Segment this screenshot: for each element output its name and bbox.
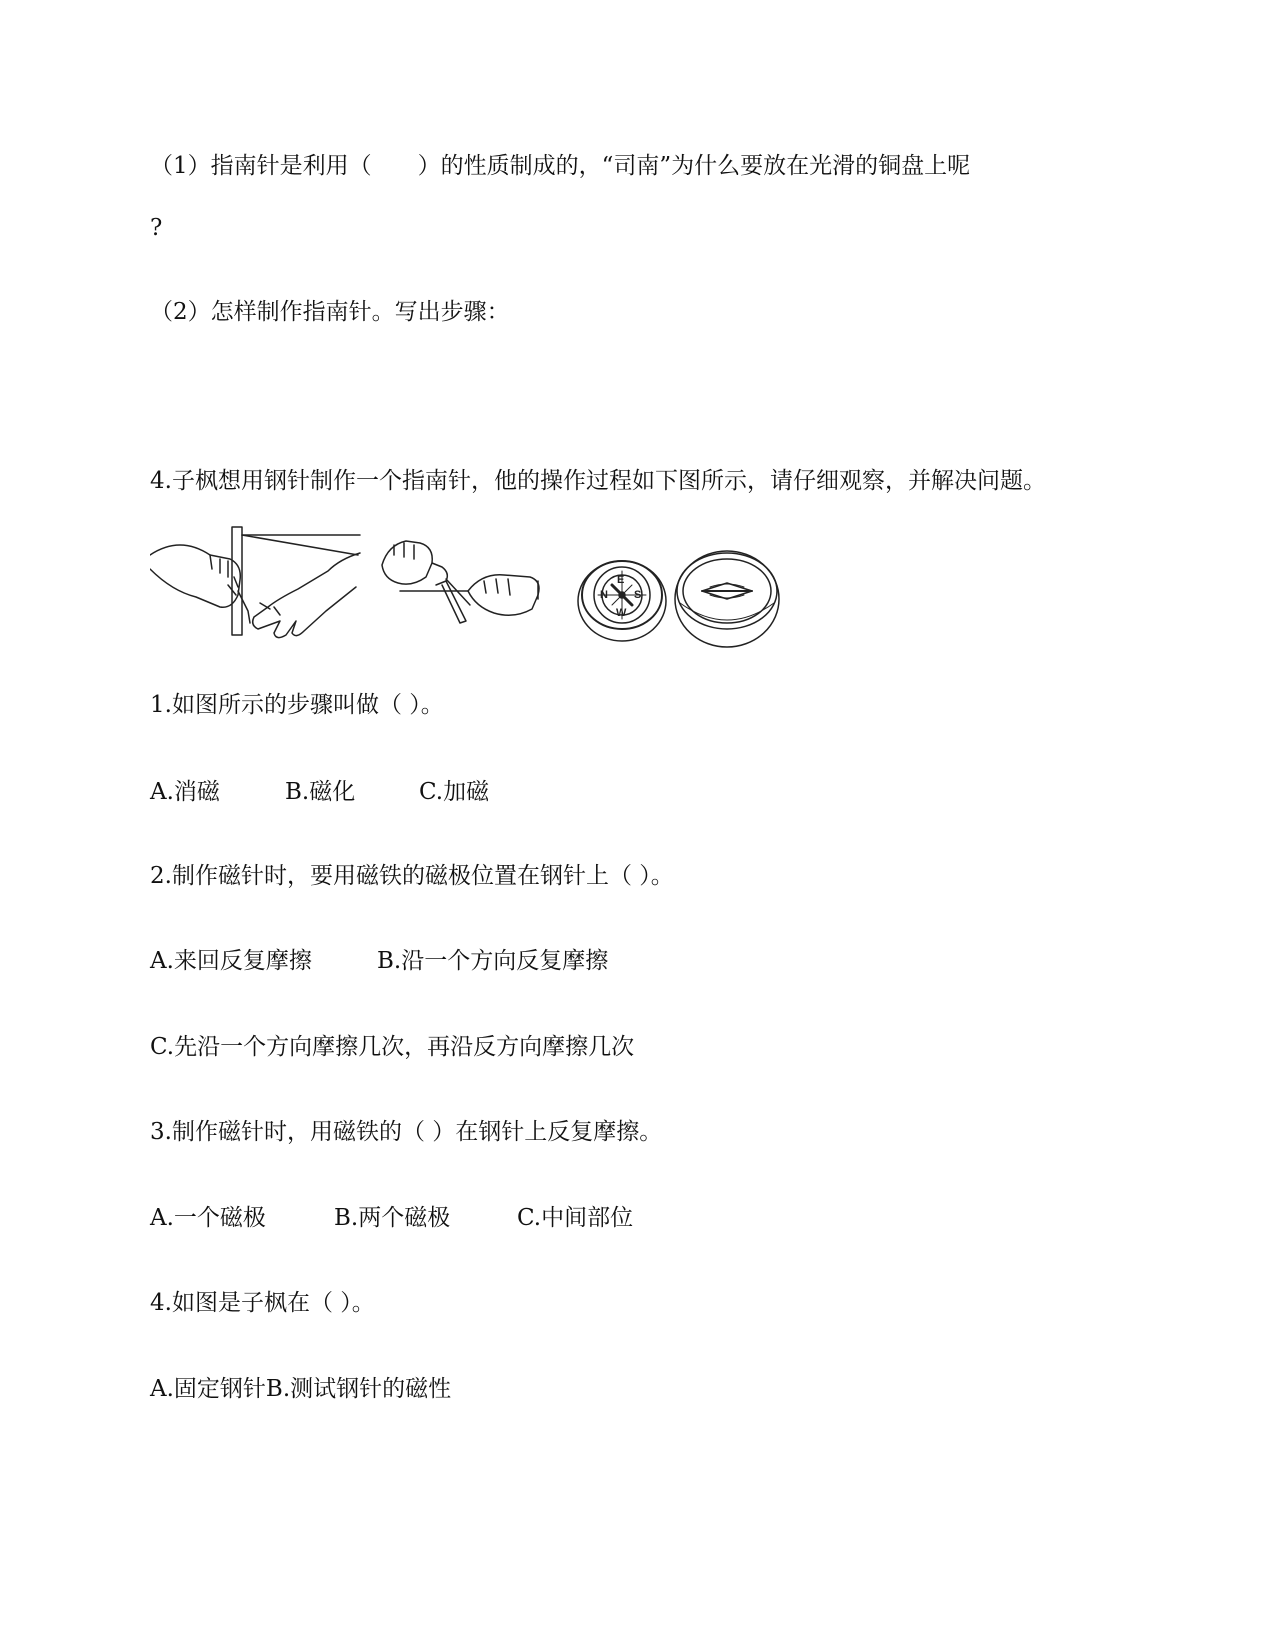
q4-sub3-options (150, 1203, 633, 1233)
q4-sub4-question: 4.如图是子枫在（ ）。 (150, 1290, 375, 1316)
q3-part1-line2: ? (150, 215, 163, 241)
q3-part2: （2）怎样制作指南针。写出步骤： (150, 299, 510, 325)
q4-sub1-question: 1.如图所示的步骤叫做（ ）。 (150, 692, 444, 718)
holding-hands-illustration (382, 541, 539, 623)
water-dish-illustration (675, 551, 779, 647)
q4-stem: 4.子枫想用钢针制作一个指南针，他的操作过程如下图所示，请仔细观察，并解决问题。 (150, 468, 1046, 494)
q4-sub1-option-b[interactable]: B.磁化 (285, 779, 356, 805)
q4-sub3-option-a[interactable]: A.一个磁极 (150, 1205, 266, 1231)
q4-sub1-option-a[interactable]: A.消磁 (150, 779, 220, 805)
q4-sub2-option-a[interactable]: A.来回反复摩擦 (150, 948, 312, 974)
compass-letter-s: S (634, 589, 642, 601)
compass-letter-w: W (616, 607, 627, 619)
rubbing-hands-illustration (150, 527, 360, 638)
q4-sub3-option-c[interactable]: C.中间部位 (517, 1205, 634, 1231)
q4-sub1-options (150, 777, 489, 807)
q4-sub2-option-b[interactable]: B.沿一个方向反复摩擦 (377, 948, 609, 974)
compass-letter-n: N (600, 589, 608, 601)
compass-illustration (578, 561, 666, 641)
magnetizing-figure (150, 525, 810, 670)
q3-part1-line1: （1）指南针是利用（ ）的性质制成的，“司南”为什么要放在光滑的铜盘上呢 (150, 153, 971, 179)
q4-sub2-option-c[interactable]: C.先沿一个方向摩擦几次，再沿反方向摩擦几次 (150, 1034, 635, 1060)
q4-sub3-option-b[interactable]: B.两个磁极 (334, 1205, 451, 1231)
q4-sub1-option-c[interactable]: C.加磁 (419, 779, 490, 805)
q4-sub2-question: 2.制作磁针时，要用磁铁的磁极位置在钢针上（ ）。 (150, 863, 674, 889)
q4-sub4-options[interactable]: A.固定钢针B.测试钢针的磁性 (150, 1376, 452, 1402)
compass-letter-e: E (617, 574, 625, 586)
q4-sub3-question: 3.制作磁针时，用磁铁的（ ）在钢针上反复摩擦。 (150, 1119, 663, 1145)
q4-sub2-options-line1 (150, 946, 608, 976)
